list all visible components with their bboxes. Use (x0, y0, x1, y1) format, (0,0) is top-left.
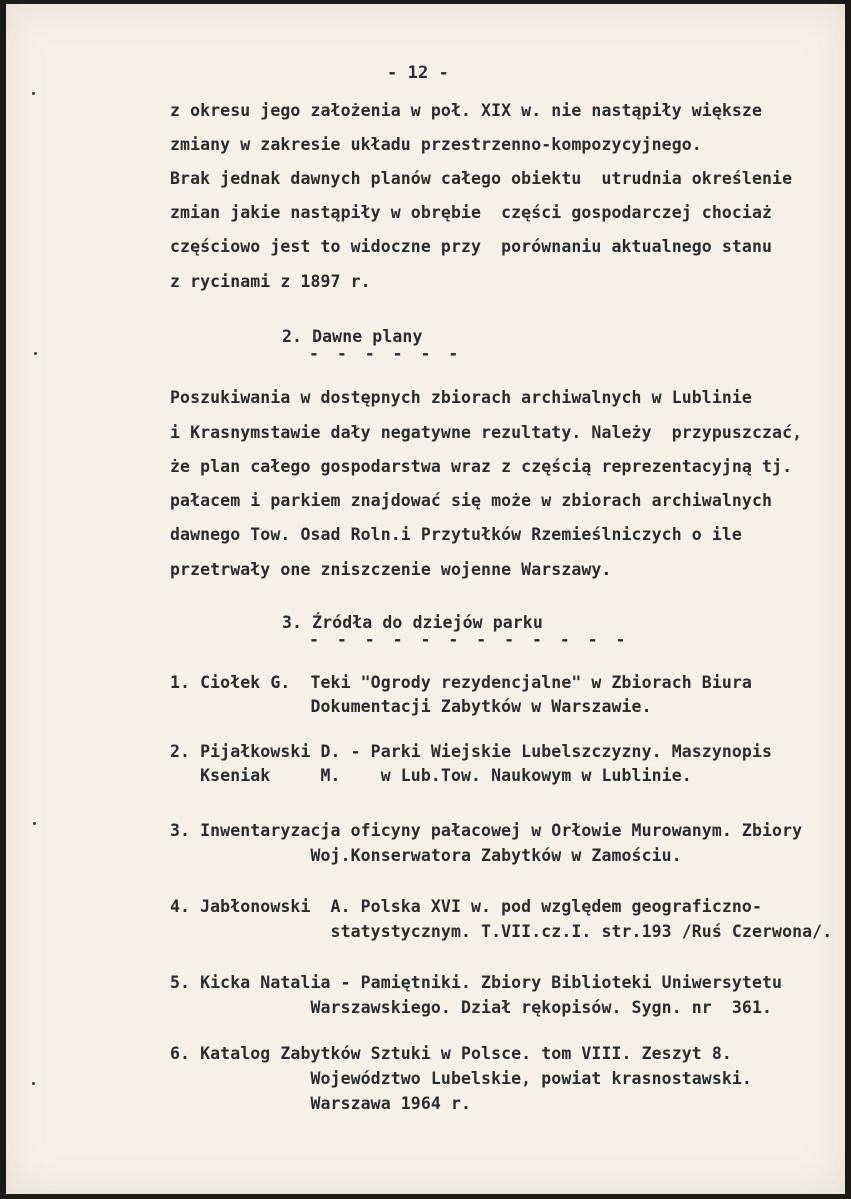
body-line: Poszukiwania w dostępnych zbiorach archiwalnych w Lublinie (170, 388, 752, 407)
source-item-line: 2. Pijałkowski D. - Parki Wiejskie Lubelszczyzny. Maszynopis (170, 742, 773, 761)
source-item-line: 3. Inwentaryzacja oficyny pałacowej w Orłowie Murowanym. Zbiory (170, 821, 803, 840)
margin-punch-mark (32, 92, 35, 95)
source-item-line: Województwo Lubelskie, powiat krasnostawski. (170, 1069, 752, 1088)
margin-punch-mark (33, 822, 36, 825)
source-item-line: Kseniak M. w Lub.Tow. Naukowym w Lublinie. (170, 766, 692, 785)
intro-line: częściowo jest to widoczne przy porównaniu aktualnego stanu (170, 237, 773, 256)
section-heading: 2. Dawne plany (282, 327, 423, 346)
page-number: - 12 - (387, 63, 450, 83)
body-line: i Krasnymstawie dały negatywne rezultaty. Należy przypuszczać, (170, 423, 803, 442)
source-item-line: Dokumentacji Zabytków w Warszawie. (170, 697, 652, 716)
heading-underline: - - - - - - (309, 344, 463, 363)
intro-line: z rycinami z 1897 r. (170, 272, 371, 291)
source-item-line: Warszawa 1964 r. (170, 1094, 472, 1113)
body-line: przetrwały one zniszczenie wojenne Warszawy. (170, 560, 612, 579)
body-line: dawnego Tow. Osad Roln.i Przytułków Rzemieślniczych o ile (170, 525, 742, 544)
margin-punch-mark (32, 1082, 35, 1085)
source-item-line: 5. Kicka Natalia - Pamiętniki. Zbiory Biblioteki Uniwersytetu (170, 973, 783, 992)
source-item-line: 1. Ciołek G. Teki "Ogrody rezydencjalne" w Zbiorach Biura (170, 673, 752, 692)
source-item-line: 4. Jabłonowski A. Polska XVI w. pod względem geograficzno- (170, 897, 762, 916)
intro-line: Brak jednak dawnych planów całego obiektu utrudnia określenie (170, 169, 793, 188)
source-item-line: statystycznym. T.VII.cz.I. str.193 /Ruś Czerwona/. (170, 922, 833, 941)
intro-line: z okresu jego założenia w poł. XIX w. nie nastąpiły większe (170, 101, 762, 120)
intro-line: zmian jakie nastąpiły w obrębie części gospodarczej chociaż (170, 203, 773, 222)
body-line: pałacem i parkiem znajdować się może w zbiorach archiwalnych (170, 491, 773, 510)
intro-line: zmiany w zakresie układu przestrzenno-kompozycyjnego. (170, 135, 702, 154)
document-page (6, 4, 845, 1194)
body-line: że plan całego gospodarstwa wraz z częścią reprezentacyjną tj. (170, 457, 793, 476)
source-item-line: Woj.Konserwatora Zabytków w Zamościu. (170, 846, 682, 865)
source-item-line: Warszawskiego. Dział rękopisów. Sygn. nr 361. (170, 998, 773, 1017)
section-heading: 3. Źródła do dziejów parku (282, 613, 543, 632)
source-item-line: 6. Katalog Zabytków Sztuki w Polsce. tom VIII. Zeszyt 8. (170, 1044, 732, 1063)
margin-punch-mark (34, 352, 37, 355)
heading-underline: - - - - - - - - - - - - (309, 630, 630, 649)
